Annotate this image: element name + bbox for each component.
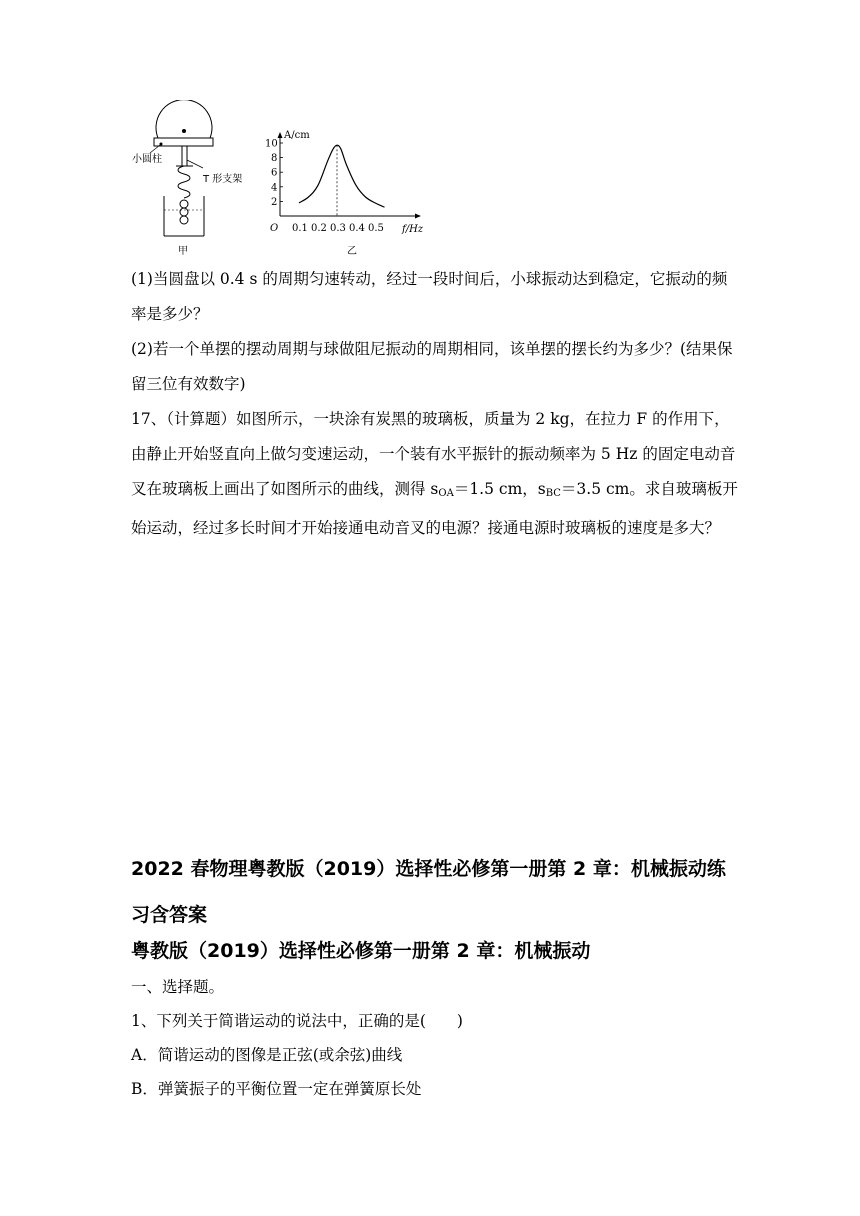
x-axis-label: f/Hz <box>402 224 424 235</box>
x-tick-label: 0.5 <box>368 223 384 234</box>
label-tframe: T 形支架 <box>203 174 243 185</box>
y-tick-label: 2 <box>271 196 278 208</box>
document-title: 2022 春物理粤教版（2019）选择性必修第一册第 2 章：机械振动练习含答案 <box>131 858 726 926</box>
x-tick-label: 0.2 <box>311 223 327 234</box>
resonance-chart <box>265 130 424 257</box>
x-tick-label: 0.3 <box>330 223 346 234</box>
apparatus-diagram <box>132 100 242 257</box>
caption-jia: 甲 <box>178 246 188 257</box>
origin-label: O <box>270 223 279 234</box>
question-1-option-a: A．简谐运动的图像是正弦(或余弦)曲线 <box>131 1046 403 1064</box>
x-tick-label: 0.1 <box>292 223 308 234</box>
resonance-curve <box>299 145 385 207</box>
question-1: 1、下列关于简谐运动的说法中，正确的是( ) <box>131 1012 463 1030</box>
question-16-part-2: (2)若一个单摆的摆动周期与球做阻尼振动的周期相同，该单摆的摆长约为多少？(结果保留三位有效数字) <box>131 340 733 393</box>
question-1-option-b: B．弹簧振子的平衡位置一定在弹簧原长处 <box>131 1080 422 1098</box>
y-tick-label: 10 <box>265 138 278 150</box>
disk-plate <box>154 138 213 146</box>
document-subtitle: 粤教版（2019）选择性必修第一册第 2 章：机械振动 <box>131 940 591 962</box>
disk-center-dot <box>182 129 186 133</box>
label-cylinder: 小圆柱 <box>132 154 162 165</box>
y-axis-arrow <box>278 132 283 138</box>
x-axis-arrow <box>415 214 421 219</box>
q17-text-3: ＝3.5 cm。求自玻璃板开始运动，经过多长时间才开始接通电动音叉的电源？接通电源时玻璃板的速度是多大？ <box>131 480 738 537</box>
q17-text-2: ＝1.5 cm，s <box>453 480 546 498</box>
section-heading: 一、选择题。 <box>131 978 225 996</box>
y-tick-label: 6 <box>271 167 278 179</box>
x-tick-label: 0.4 <box>349 223 365 234</box>
q17-sub-bc: BC <box>545 488 561 499</box>
question-16-part-1: (1)当圆盘以 0.4 s 的周期匀速转动，经过一段时间后，小球振动达到稳定，它振动的频率是多少？ <box>131 270 728 323</box>
question-17 <box>131 402 741 546</box>
q17-text-1: 17、（计算题）如图所示，一块涂有炭黑的玻璃板，质量为 2 kg，在拉力 F 的作用下，由静止开始竖直向上做匀变速运动，一个装有水平振针的振动频率为 5 Hz 的固定电动音叉在玻璃板上画出了如图所示的曲线，测得 s <box>131 410 736 498</box>
ball <box>180 200 188 208</box>
caption-yi: 乙 <box>347 246 357 257</box>
figure <box>130 100 450 260</box>
y-axis-label: A/cm <box>284 130 310 141</box>
y-tick-label: 8 <box>271 153 278 165</box>
q17-sub-oa: OA <box>438 488 454 499</box>
y-tick-label: 4 <box>271 182 278 194</box>
